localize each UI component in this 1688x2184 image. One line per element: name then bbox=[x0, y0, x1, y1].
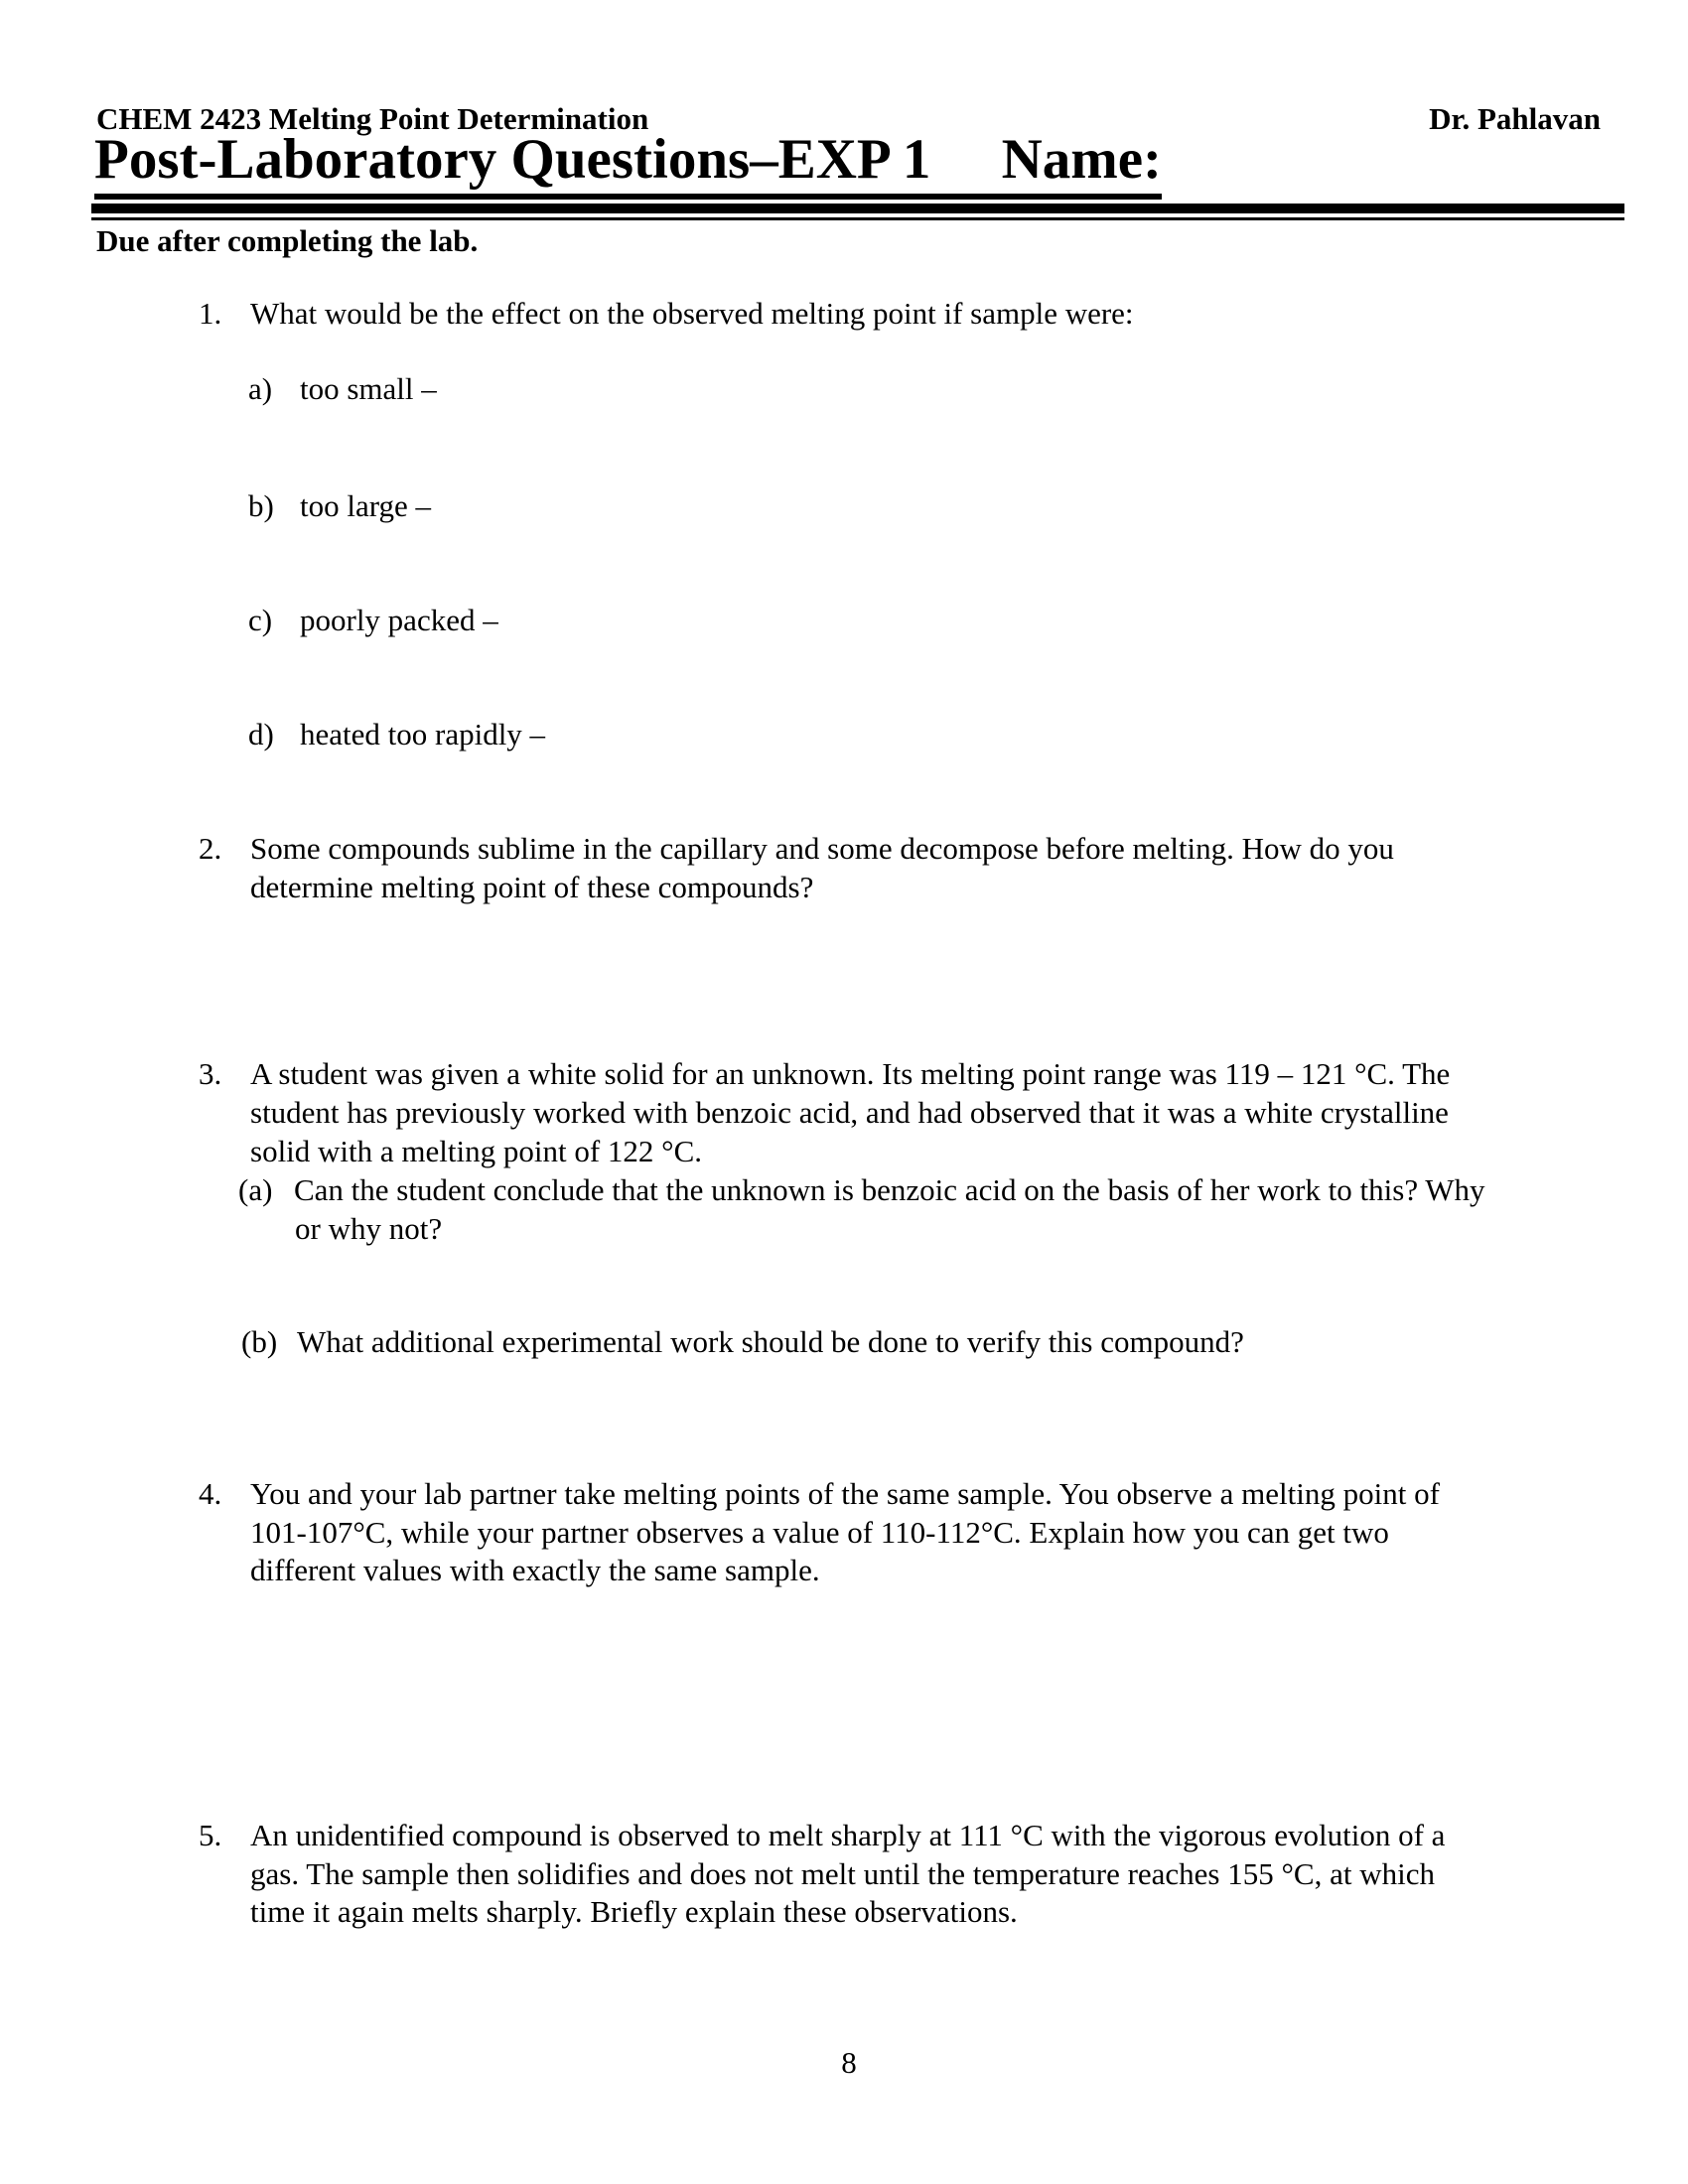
question-2-number: 2. bbox=[199, 831, 222, 866]
title-rule-thin bbox=[91, 217, 1624, 220]
question-5-text-line1: An unidentified compound is observed to melt sharply at 111 °C with the vigorous evolution of a bbox=[250, 1818, 1446, 1852]
question-3-text-line1: A student was given a white solid for an unknown. Its melting point range was 119 – 121 °C. The bbox=[250, 1056, 1451, 1091]
question-1b-text: too large – bbox=[300, 488, 432, 523]
question-1a-text: too small – bbox=[300, 371, 437, 406]
course-header: CHEM 2423 Melting Point Determination bbox=[96, 101, 649, 136]
question-1-number: 1. bbox=[199, 296, 222, 331]
question-4-text-line1: You and your lab partner take melting points of the same sample. You observe a melting point of bbox=[250, 1476, 1440, 1511]
question-1d-text: heated too rapidly – bbox=[300, 717, 546, 751]
instructor-name: Dr. Pahlavan bbox=[1429, 101, 1601, 136]
question-1c-text: poorly packed – bbox=[300, 603, 498, 637]
question-3a-text-line1: Can the student conclude that the unknown is benzoic acid on the basis of her work to this? Why bbox=[294, 1172, 1485, 1207]
question-4-number: 4. bbox=[199, 1476, 222, 1511]
question-3-text-line3: solid with a melting point of 122 °C. bbox=[250, 1134, 702, 1168]
due-note: Due after completing the lab. bbox=[96, 223, 479, 258]
question-1c-label: c) bbox=[248, 603, 273, 637]
question-3b-text: What additional experimental work should be done to verify this compound? bbox=[297, 1324, 1244, 1359]
question-3a-label: (a) bbox=[238, 1172, 273, 1207]
question-3a-text-line2: or why not? bbox=[295, 1211, 443, 1246]
question-5-number: 5. bbox=[199, 1818, 222, 1852]
question-3-number: 3. bbox=[199, 1056, 222, 1091]
question-4-text-line2: 101-107°C, while your partner observes a value of 110-112°C. Explain how you can get two bbox=[250, 1515, 1389, 1550]
question-1-text: What would be the effect on the observed melting point if sample were: bbox=[250, 296, 1134, 331]
question-1a-label: a) bbox=[248, 371, 273, 406]
page-title: Post-Laboratory Questions–EXP 1 Name: bbox=[94, 129, 1162, 200]
question-3b-label: (b) bbox=[241, 1324, 278, 1359]
question-5-text-line3: time it again melts sharply. Briefly explain these observations. bbox=[250, 1894, 1018, 1929]
question-2-text-line1: Some compounds sublime in the capillary and some decompose before melting. How do you bbox=[250, 831, 1394, 866]
title-rule-thick bbox=[91, 204, 1624, 213]
question-2-text-line2: determine melting point of these compounds? bbox=[250, 870, 814, 904]
question-3-text-line2: student has previously worked with benzoic acid, and had observed that it was a white crystalline bbox=[250, 1095, 1449, 1130]
page-number: 8 bbox=[841, 2045, 857, 2080]
question-5-text-line2: gas. The sample then solidifies and does not melt until the temperature reaches 155 °C, at which bbox=[250, 1856, 1435, 1891]
question-4-text-line3: different values with exactly the same sample. bbox=[250, 1553, 820, 1587]
question-1d-label: d) bbox=[248, 717, 274, 751]
question-1b-label: b) bbox=[248, 488, 274, 523]
